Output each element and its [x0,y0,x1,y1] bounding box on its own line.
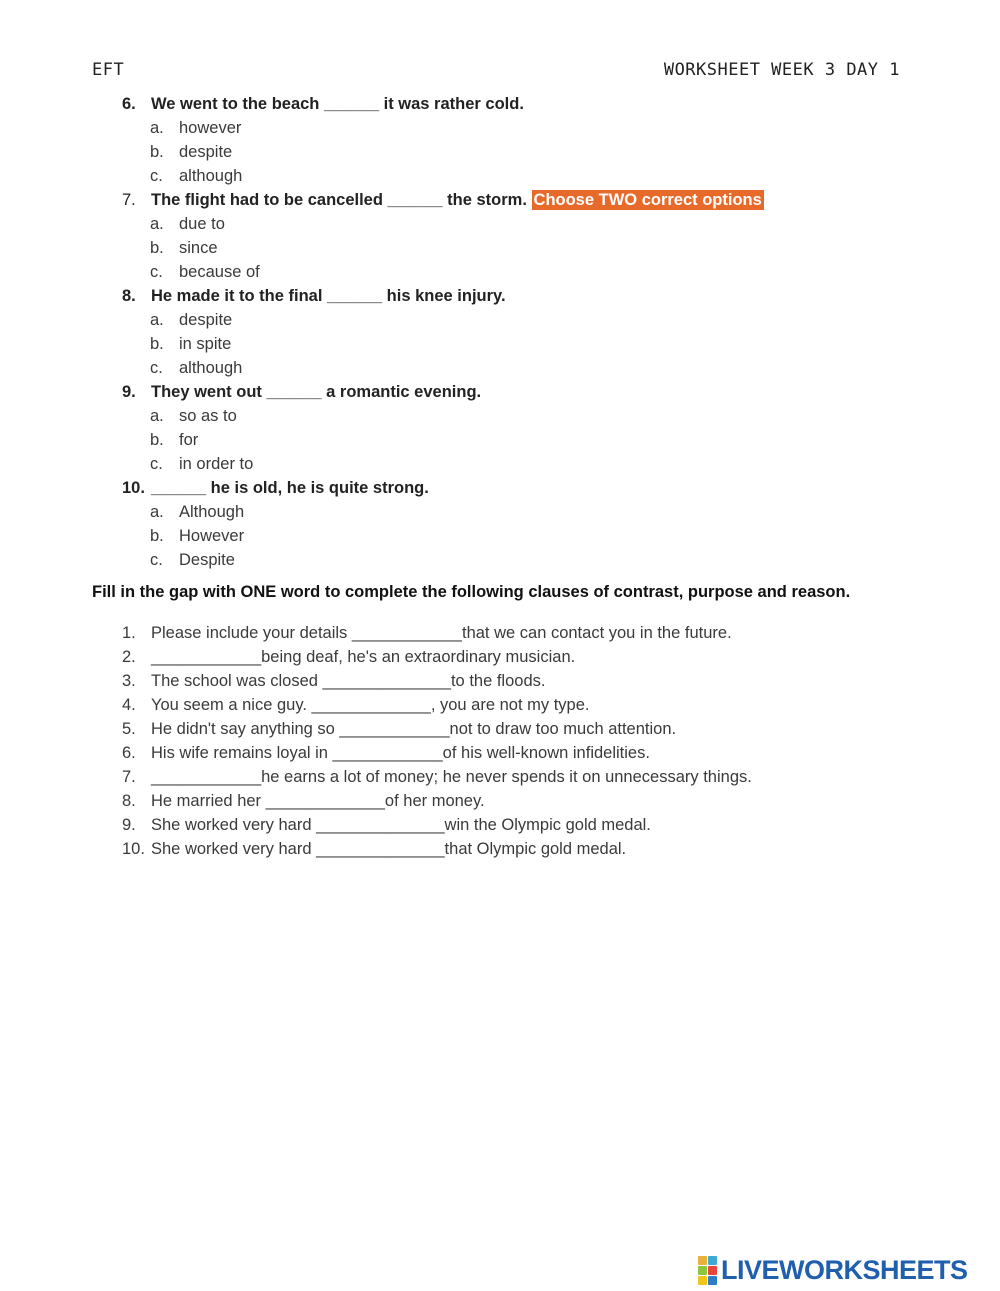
fill-number: 8. [122,792,136,810]
worksheet-title: WORKSHEET WEEK 3 DAY 1 [663,60,900,80]
answer-option[interactable] [122,404,922,428]
course-code: EFT [92,60,125,80]
logo-text: LIVEWORKSHEETS [721,1254,968,1285]
question-stem: We went to the beach ______ it was rather cold. [151,95,524,113]
option-letter: a. [150,119,164,137]
fill-item[interactable] [122,669,942,693]
option-text: due to [179,215,225,233]
question-number: 10. [122,479,145,497]
option-text: despite [179,311,233,329]
question-number: 6. [122,95,136,113]
option-letter: b. [150,527,164,545]
fill-number: 10. [122,840,145,858]
option-letter: c. [150,263,163,281]
option-text: although [179,167,243,185]
question-number: 7. [122,191,136,209]
logo-square [708,1276,717,1285]
fill-text: Please include your details ____________that we can contact you in the future. [151,624,732,642]
fill-number: 7. [122,768,136,786]
logo-square [698,1256,707,1265]
answer-option[interactable] [122,428,922,452]
option-letter: c. [150,551,163,569]
fill-number: 2. [122,648,136,666]
fill-text: The school was closed ______________to the floods. [151,672,546,690]
option-text: however [179,119,242,137]
fill-number: 4. [122,696,136,714]
question-10 [122,476,922,500]
fill-text: You seem a nice guy. _____________, you are not my type. [151,696,590,714]
fill-text: ____________being deaf, he's an extraordinary musician. [151,648,576,666]
worksheet-header [92,60,900,84]
option-text: because of [179,263,260,281]
logo-square [708,1266,717,1275]
option-text: despite [179,143,233,161]
question-number: 9. [122,383,136,401]
logo-square [708,1256,717,1265]
option-letter: b. [150,239,164,257]
option-letter: c. [150,167,163,185]
question-stem: ______ he is old, he is quite strong. [151,479,429,497]
fill-number: 1. [122,624,136,642]
question-stem: They went out ______ a romantic evening. [151,383,482,401]
option-letter: b. [150,335,164,353]
answer-option[interactable] [122,212,922,236]
question-number: 8. [122,287,136,305]
fill-number: 5. [122,720,136,738]
question-9 [122,380,922,404]
fill-text: She worked very hard ______________that Olympic gold medal. [151,840,627,858]
fill-number: 6. [122,744,136,762]
answer-option[interactable] [122,140,922,164]
option-letter: a. [150,311,164,329]
fill-text: He didn't say anything so ____________not to draw too much attention. [151,720,677,738]
answer-option[interactable] [122,356,922,380]
answer-option[interactable] [122,548,922,572]
question-7 [122,188,922,212]
fill-number: 3. [122,672,136,690]
multiple-choice-section [122,92,922,572]
fill-item[interactable] [122,765,942,789]
option-letter: c. [150,455,163,473]
answer-option[interactable] [122,164,922,188]
highlight-note: Choose TWO correct options [533,191,762,209]
option-text: Despite [179,551,235,569]
option-letter: b. [150,143,164,161]
logo-mark-icon [698,1256,717,1285]
fill-item[interactable] [122,621,942,645]
fill-item[interactable] [122,837,942,861]
option-text: so as to [179,407,237,425]
answer-option[interactable] [122,116,922,140]
logo-square [698,1266,707,1275]
fill-text: She worked very hard ______________win the Olympic gold medal. [151,816,651,834]
answer-option[interactable] [122,452,922,476]
logo-square [698,1276,707,1285]
option-letter: a. [150,407,164,425]
option-text: since [179,239,218,257]
fill-text: His wife remains loyal in ____________of his well-known infidelities. [151,744,650,762]
option-text: However [179,527,245,545]
option-text: in order to [179,455,254,473]
fill-item[interactable] [122,789,942,813]
fill-number: 9. [122,816,136,834]
fill-in-section [122,621,942,861]
option-text: in spite [179,335,232,353]
question-stem: He made it to the final ______ his knee injury. [151,287,506,305]
fill-item[interactable] [122,693,942,717]
fill-item[interactable] [122,741,942,765]
option-text: for [179,431,199,449]
answer-option[interactable] [122,236,922,260]
option-letter: b. [150,431,164,449]
answer-option[interactable] [122,524,922,548]
fill-item[interactable] [122,645,942,669]
answer-option[interactable] [122,500,922,524]
fill-text: He married her _____________of her money. [151,792,485,810]
liveworksheets-logo [698,1254,968,1286]
question-6 [122,92,922,116]
fill-item[interactable] [122,813,942,837]
answer-option[interactable] [122,332,922,356]
option-letter: a. [150,503,164,521]
option-text: although [179,359,243,377]
fill-text: ____________he earns a lot of money; he never spends it on unnecessary things. [151,768,752,786]
option-letter: c. [150,359,163,377]
option-text: Although [179,503,245,521]
answer-option[interactable] [122,308,922,332]
fill-item[interactable] [122,717,942,741]
option-letter: a. [150,215,164,233]
question-stem: The flight had to be cancelled ______ the storm. [151,191,527,209]
fill-instruction: Fill in the gap with ONE word to complete the following clauses of contrast, purpose and reason. [92,583,851,601]
question-8 [122,284,922,308]
answer-option[interactable] [122,260,922,284]
